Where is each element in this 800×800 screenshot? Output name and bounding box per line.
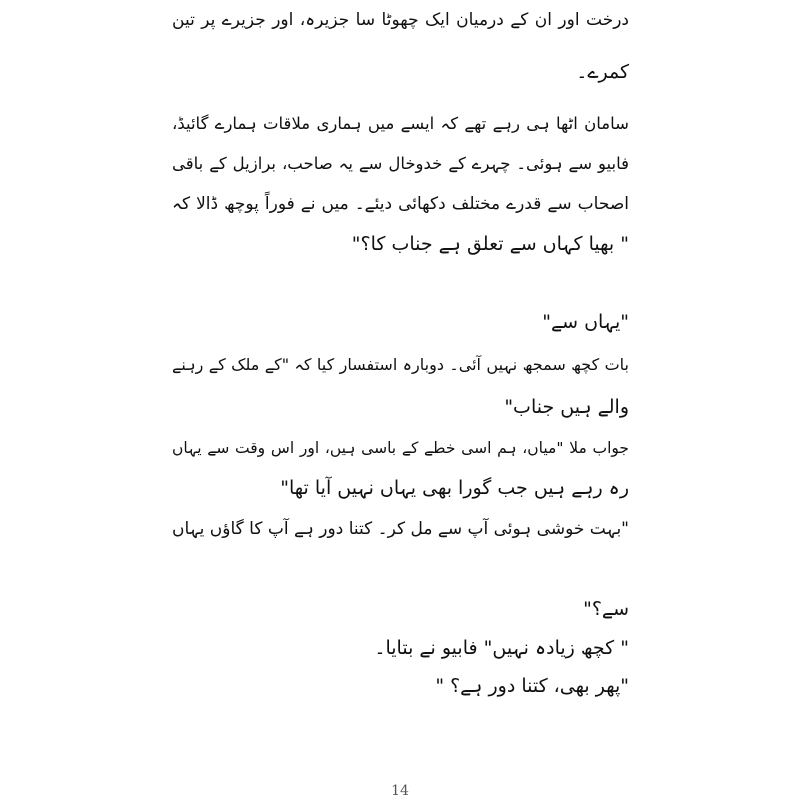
text-line: "بہت خوشی ہوئی آپ سے مل کر۔ کتنا دور ہے آپ کا گاؤں یہاں [172,519,629,539]
text-line: " بھیا کہاں سے تعلق ہے جناب کا؟" [351,233,629,255]
text-line: کمرے۔ [576,61,629,83]
text-line: والے ہیں جناب" [504,396,629,418]
text-line: بات کچھ سمجھ نہیں آئی۔ دوبارہ استفسار کیا کہ "کے ملک کے رہنے [172,355,629,374]
text-line: اصحاب سے قدرے مختلف دکھائی دیئے۔ میں نے فوراً پوچھ ڈالا کہ [172,194,629,214]
text-line: جواب ملا "میاں، ہم اسی خطے کے باسی ہیں، اور اس وقت سے یہاں [172,439,629,457]
text-line: درخت اور ان کے درمیان ایک چھوٹا سا جزیرہ، اور جزیرے پر تین [172,10,629,30]
text-line: رہ رہے ہیں جب گورا بھی یہاں نہیں آیا تھا" [280,477,629,499]
text-line: "پھر بھی، کتنا دور ہے؟ " [435,675,629,697]
page-number: 14 [391,783,409,799]
text-line: "یہاں سے" [542,311,629,333]
text-line: سامان اٹھا ہی رہے تھے کہ ایسے میں ہماری ملاقات ہمارے گائیڈ، [172,114,629,133]
text-line: سے؟" [583,598,629,620]
text-line: فابیو سے ہوئی۔ چہرے کے خدوخال سے یہ صاحب، برازیل کے باقی [172,154,629,173]
text-line: " کچھ زیادہ نہیں" فابیو نے بتایا۔ [374,637,629,659]
